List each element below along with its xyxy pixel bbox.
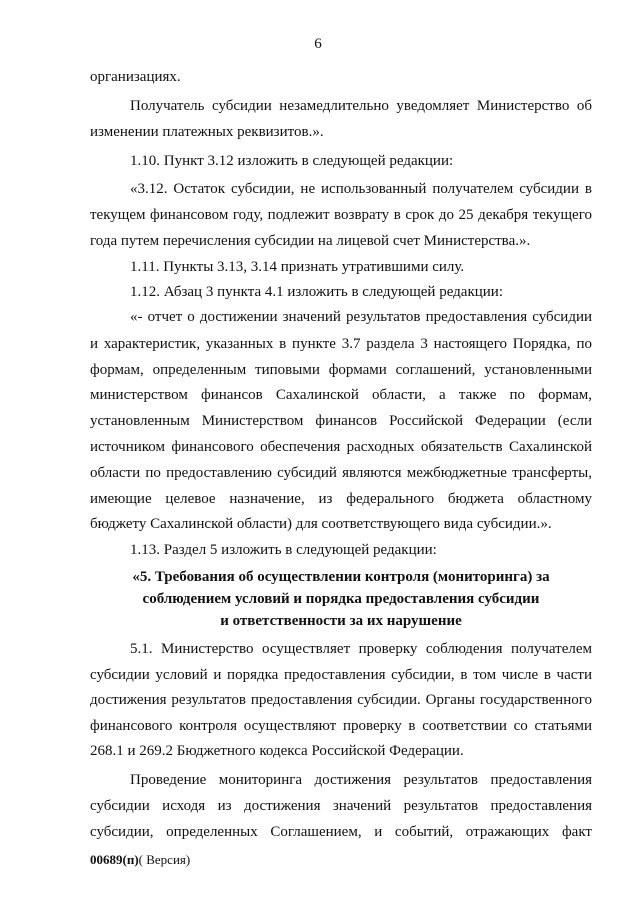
text-line: установленным Министерством финансов Российской Федерации (если: [90, 413, 592, 429]
text-line: имеющие целевое назначение, из федерального бюджета областному: [90, 491, 592, 507]
text-line: «- отчет о достижении значений результатов предоставления субсидии: [130, 309, 592, 325]
page-number: 6: [314, 36, 322, 52]
text-line: субсидии условий и порядка предоставления субсидии, в том числе в части: [90, 667, 592, 683]
document-footer: [90, 852, 190, 868]
text-line: субсидии, определенных Соглашением, и событий, отражающих факт: [90, 824, 592, 840]
section-heading-line: «5. Требования об осуществлении контроля (мониторинга) за: [132, 569, 550, 585]
text-line: 1.10. Пункт 3.12 изложить в следующей редакции:: [130, 153, 454, 169]
text-line: министерством финансов Сахалинской области, а также по формам,: [90, 387, 592, 403]
text-line: источником финансового обеспечения расходных обязательств Сахалинской: [90, 439, 592, 455]
text-line: 1.12. Абзац 3 пункта 4.1 изложить в следующей редакции:: [130, 284, 504, 300]
text-line: бюджету Сахалинской области) для соответствующего вида субсидии.».: [90, 516, 552, 532]
text-line: изменении платежных реквизитов.».: [90, 124, 324, 140]
text-line: «3.12. Остаток субсидии, не использованный получателем субсидии в: [130, 181, 592, 197]
text-line: 5.1. Министерство осуществляет проверку соблюдения получателем: [130, 641, 592, 657]
text-line: 1.11. Пункты 3.13, 3.14 признать утратившими силу.: [130, 259, 465, 275]
section-heading-line: и ответственности за их нарушение: [220, 613, 462, 629]
text-line: года путем перечисления субсидии на лицевой счет Министерства.».: [90, 233, 531, 249]
text-line: Получатель субсидии незамедлительно уведомляет Министерство об: [130, 98, 592, 114]
text-line: и характеристик, указанных в пункте 3.7 раздела 3 настоящего Порядка, по: [90, 336, 592, 352]
text-line: формам, определенным типовыми формами соглашений, установленными: [90, 362, 592, 378]
text-line: организациях.: [90, 69, 181, 85]
section-heading-line: соблюдением условий и порядка предоставления субсидии: [142, 591, 540, 607]
document-code: 00689(п): [90, 852, 139, 867]
text-line: достижения результатов предоставления субсидии. Органы государственного: [90, 692, 592, 708]
text-line: 1.13. Раздел 5 изложить в следующей редакции:: [130, 542, 437, 558]
text-line: субсидии исходя из достижения значений результатов предоставления: [90, 798, 592, 814]
text-line: финансового контроля осуществляют проверку в соответствии со статьями: [90, 718, 592, 734]
text-line: 268.1 и 269.2 Бюджетного кодекса Российской Федерации.: [90, 743, 464, 759]
text-line: области по предоставлению субсидий являются межбюджетные трансферты,: [90, 465, 592, 481]
text-line: текущем финансовом году, подлежит возврату в срок до 25 декабря текущего: [90, 207, 592, 223]
document-version: ( Версия): [138, 852, 191, 867]
text-line: Проведение мониторинга достижения результатов предоставления: [130, 772, 592, 788]
